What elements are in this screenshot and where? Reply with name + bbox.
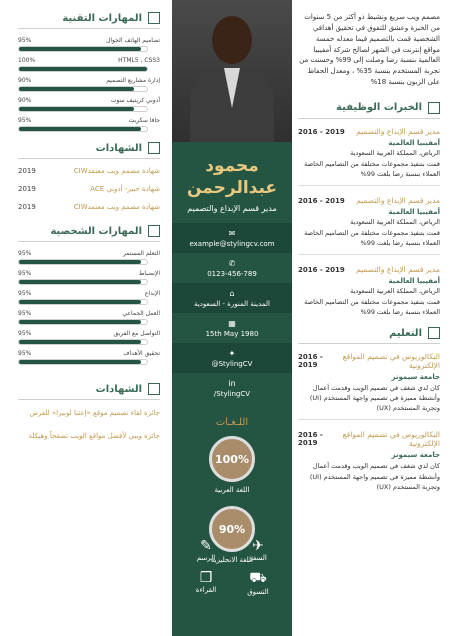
location-icon: ⌂ bbox=[229, 288, 235, 298]
hobbies-grid bbox=[180, 538, 284, 596]
certificate-item bbox=[18, 167, 160, 175]
experience-item bbox=[298, 127, 440, 186]
skill-percent: 90% bbox=[18, 77, 32, 84]
education-item bbox=[298, 352, 440, 420]
skill-bar-fill bbox=[19, 127, 141, 131]
twitter-icon: ✦ bbox=[228, 348, 236, 358]
easel-icon: ✎ bbox=[200, 538, 212, 554]
skill-name: جافا سكربت bbox=[128, 117, 160, 124]
profile-summary: مصمم ويب سريع ونشيط ذو أكثر من 5 سنوات من الخبرة وعشق للتفوق في تحقيق أهدافي الشخصية قمت بالتصميم فيما معدله خمسة مواقع إنترنت في الشهر لصالح شركة أمفيبيا العالمية بنسبة رضا وصلت إلى 99% وحسنت من تجربة المستخدم بنسبة 35% ، ومعدل الحفاظ على الزبون بنسبة 18% bbox=[299, 13, 440, 87]
experience-role: مدير قسم الإبداع والتصميم bbox=[356, 265, 440, 275]
skill-bar bbox=[18, 86, 148, 92]
education-school: جامعة سيمونز bbox=[391, 373, 440, 382]
certificate-year: 2019 bbox=[18, 185, 36, 193]
name-block bbox=[172, 142, 292, 213]
contact-item bbox=[172, 223, 292, 253]
certificate-item bbox=[18, 203, 160, 211]
experience-header bbox=[298, 102, 440, 119]
profile-photo bbox=[172, 0, 292, 142]
contact-item bbox=[172, 343, 292, 373]
contact-text: 0123-456-789 bbox=[207, 269, 257, 278]
education-degree: البكالوريوس في تصميم المواقع الإلكترونية bbox=[342, 352, 440, 371]
education-list bbox=[298, 352, 440, 491]
tech-skills-header bbox=[18, 12, 160, 29]
skill-item bbox=[18, 350, 160, 365]
hobby-name: القراءة bbox=[195, 586, 217, 594]
skill-bar bbox=[18, 126, 148, 132]
skill-bar bbox=[18, 259, 148, 265]
phone-icon: ✆ bbox=[228, 258, 236, 268]
certificate-year: 2019 bbox=[18, 203, 36, 211]
experience-company: أمفيبيا العالمية bbox=[388, 208, 440, 217]
skill-bar-fill bbox=[19, 360, 141, 364]
experience-list bbox=[298, 127, 440, 317]
experience-item bbox=[298, 196, 440, 255]
skill-percent: 95% bbox=[18, 330, 32, 337]
section-title: المهارات الشخصية bbox=[50, 225, 142, 237]
skill-bar bbox=[18, 46, 148, 52]
skill-row bbox=[18, 270, 160, 277]
experience-description: قمت بتنفيذ مجموعات مختلفة من التصاميم الخاصة العملاء بنسبة رضا بلغت 99% bbox=[304, 159, 440, 178]
certificate-name: شهادة مصمم ويب معتمدCIW bbox=[73, 167, 160, 175]
experience-top bbox=[298, 265, 440, 274]
skill-bar-fill bbox=[19, 67, 147, 71]
experience-location: الرياض، المملكة العربية السعودية bbox=[350, 287, 440, 296]
skill-item bbox=[18, 330, 160, 345]
skill-row bbox=[18, 330, 160, 337]
education-school: جامعة سيمونز bbox=[391, 451, 440, 460]
section-title: التعليم bbox=[389, 327, 422, 339]
linkedin-icon: in bbox=[228, 378, 236, 388]
skill-row bbox=[18, 250, 160, 257]
skill-bar-fill bbox=[19, 47, 141, 51]
experience-company: أمفيبيا العالمية bbox=[388, 138, 440, 147]
skill-percent: 95% bbox=[18, 310, 32, 317]
experience-top bbox=[298, 127, 440, 136]
calendar-icon: ▦ bbox=[228, 318, 236, 328]
skill-row bbox=[18, 97, 160, 104]
left-column bbox=[0, 0, 170, 636]
last-name: عبدالرحمن bbox=[186, 178, 278, 198]
certificate-year: 2019 bbox=[18, 167, 36, 175]
skill-item bbox=[18, 117, 160, 132]
divider bbox=[298, 185, 440, 186]
divider bbox=[298, 419, 440, 420]
skill-name: الإبداع bbox=[144, 290, 160, 297]
contact-text: المدينة المنورة - السعودية bbox=[194, 299, 270, 308]
skill-item bbox=[18, 290, 160, 305]
experience-role: مدير قسم الإبداع والتصميم bbox=[356, 126, 440, 136]
certificate-icon bbox=[148, 142, 160, 154]
awards-list bbox=[18, 408, 160, 441]
experience-company: أمفيبيا العالمية bbox=[388, 277, 440, 286]
tech-skills-list bbox=[18, 37, 160, 132]
skill-name: إدارة مشاريع التصميم bbox=[106, 77, 160, 84]
skill-row bbox=[18, 290, 160, 297]
skill-bar-fill bbox=[19, 260, 141, 264]
cart-icon: ⛟ bbox=[249, 570, 267, 586]
skill-bar bbox=[18, 299, 148, 305]
skill-bar bbox=[18, 106, 148, 112]
skill-item bbox=[18, 270, 160, 285]
personal-skills-list bbox=[18, 250, 160, 365]
hobby-item bbox=[180, 538, 232, 562]
experience-role: مدير قسم الإبداع والتصميم bbox=[356, 196, 440, 206]
contact-item bbox=[172, 313, 292, 343]
experience-description: قمت بتنفيذ مجموعات مختلفة من التصاميم الخاصة العملاء بنسبة رضا بلغت 99% bbox=[304, 229, 440, 248]
skill-percent: 100% bbox=[18, 57, 36, 64]
award-item: جائزة ويبي لأفضل مواقع الويب تصفحاً وهيكلة bbox=[28, 431, 160, 440]
skill-row bbox=[18, 77, 160, 84]
experience-description: قمت بتنفيذ مجموعات مختلفة من التصاميم الخاصة العملاء بنسبة رضا بلغت 99% bbox=[304, 298, 440, 317]
contact-text: 15th May 1980 bbox=[205, 329, 259, 338]
hobby-item bbox=[180, 570, 232, 596]
personal-skills-header bbox=[18, 225, 160, 242]
certificate-icon bbox=[148, 383, 160, 395]
hobby-item bbox=[232, 570, 284, 596]
graduation-cap-icon bbox=[428, 327, 440, 339]
certificate-name: شهادة مصمم ويب معتمدCIW bbox=[73, 203, 160, 211]
skill-bar bbox=[18, 319, 148, 325]
contact-item bbox=[172, 253, 292, 283]
skill-item bbox=[18, 77, 160, 92]
job-title: مدير قسم الإبداع والتصميم bbox=[187, 204, 277, 213]
experience-item bbox=[298, 265, 440, 317]
languages-title: اللـغـات bbox=[215, 417, 249, 428]
experience-dates: 2016 - 2019 bbox=[298, 266, 345, 275]
monitor-icon bbox=[148, 12, 160, 24]
skill-bar bbox=[18, 339, 148, 345]
education-dates: 2016 - 2019 bbox=[298, 431, 323, 448]
divider bbox=[298, 254, 440, 255]
education-item bbox=[298, 430, 440, 491]
book-icon: ❒ bbox=[199, 570, 213, 586]
award-item: جائزة لقاء تصميم موقع «إعتنا لوبيرا» للعرض bbox=[29, 409, 160, 417]
language-name: اللغة الانجليزية bbox=[210, 556, 254, 564]
skill-bar-fill bbox=[19, 87, 134, 91]
hobby-item bbox=[232, 538, 284, 562]
skill-bar bbox=[18, 279, 148, 285]
skill-bar-fill bbox=[19, 340, 141, 344]
language-name: اللغة العربية bbox=[214, 486, 250, 494]
contact-item bbox=[172, 373, 292, 403]
experience-top bbox=[298, 196, 440, 205]
skill-bar-fill bbox=[19, 280, 141, 284]
skill-bar bbox=[18, 359, 148, 365]
skill-percent: 95% bbox=[18, 37, 32, 44]
skill-row bbox=[18, 350, 160, 357]
education-description: كان لدي شغف في تصميم الويب وقدمت أعمال وأنشطة مميزة في تصميم واجهة المستخدم (UI) وتجربة المستخدم (UX) bbox=[309, 384, 440, 413]
education-header bbox=[298, 327, 440, 344]
section-title: الشهادات bbox=[95, 142, 142, 154]
right-column bbox=[292, 0, 450, 636]
skill-name: أدوبي كريتيف سوت bbox=[110, 97, 160, 104]
skill-name: HTML5 , CSS3 bbox=[118, 57, 160, 64]
skill-name: تصاميم الهاتف الجوال bbox=[106, 37, 160, 44]
skill-row bbox=[18, 57, 160, 64]
contact-text: /StylingCV bbox=[213, 389, 251, 398]
skill-percent: 95% bbox=[18, 117, 32, 124]
contact-item bbox=[172, 283, 292, 313]
mail-icon: ✉ bbox=[228, 228, 236, 238]
certificate-item bbox=[18, 185, 160, 193]
skill-name: التواصل مع الفريق bbox=[113, 330, 160, 337]
skill-row bbox=[18, 37, 160, 44]
contact-text: @StylingCV bbox=[211, 359, 253, 368]
skill-name: تحقيق الأهداف bbox=[123, 350, 160, 357]
hobby-name: السفر bbox=[249, 554, 267, 562]
skill-item bbox=[18, 57, 160, 72]
skill-name: التعلم المستمر bbox=[123, 250, 160, 257]
certificate-name: شهادة خبير- أدوبي ACE bbox=[90, 185, 160, 193]
skill-percent: 95% bbox=[18, 350, 32, 357]
education-top bbox=[298, 430, 440, 448]
skill-percent: 95% bbox=[18, 270, 32, 277]
skill-bar-fill bbox=[19, 107, 134, 111]
plane-icon: ✈ bbox=[252, 538, 264, 554]
checklist-icon bbox=[148, 225, 160, 237]
first-name: محمود bbox=[205, 156, 259, 176]
experience-location: الرياض، المملكة العربية السعودية bbox=[350, 218, 440, 227]
skill-name: العمل الجماعي bbox=[122, 310, 160, 317]
certificates-header bbox=[18, 142, 160, 159]
skill-item bbox=[18, 97, 160, 112]
skill-row bbox=[18, 117, 160, 124]
skill-bar-fill bbox=[19, 300, 141, 304]
building-icon bbox=[428, 102, 440, 114]
certificates-list bbox=[18, 167, 160, 211]
skill-name: الإنضباط bbox=[138, 270, 160, 277]
contact-list bbox=[172, 223, 292, 403]
language-level-circle: 100% bbox=[209, 436, 255, 482]
skill-item bbox=[18, 37, 160, 52]
language-level-circle: 90% bbox=[209, 506, 255, 552]
education-dates: 2016 - 2019 bbox=[298, 353, 323, 370]
skill-percent: 90% bbox=[18, 97, 32, 104]
education-degree: البكالوريوس في تصميم المواقع الإلكترونية bbox=[342, 430, 440, 449]
experience-location: الرياض، المملكة العربية السعودية bbox=[350, 148, 440, 157]
skill-percent: 95% bbox=[18, 250, 32, 257]
hobby-name: الرسم bbox=[196, 554, 216, 562]
skill-row bbox=[18, 310, 160, 317]
experience-dates: 2016 - 2019 bbox=[298, 127, 345, 136]
skill-bar-fill bbox=[19, 320, 141, 324]
skill-bar bbox=[18, 66, 148, 72]
hobby-name: التسوق bbox=[247, 588, 269, 596]
section-title: الشهادات bbox=[95, 383, 142, 395]
skill-item bbox=[18, 250, 160, 265]
experience-dates: 2016 - 2019 bbox=[298, 197, 345, 206]
skill-percent: 95% bbox=[18, 290, 32, 297]
contact-text: example@stylingcv.com bbox=[189, 239, 275, 248]
skill-item bbox=[18, 310, 160, 325]
awards-header bbox=[18, 383, 160, 400]
education-description: كان لدي شغف في تصميم الويب وقدمت أعمال وأنشطة مميزة في تصميم واجهة المستخدم (UI) وتجربة المستخدم (UX) bbox=[309, 462, 440, 491]
section-title: المهارات التقنية bbox=[62, 12, 142, 24]
education-top bbox=[298, 352, 440, 370]
section-title: الخبرات الوظيفية bbox=[336, 102, 422, 114]
